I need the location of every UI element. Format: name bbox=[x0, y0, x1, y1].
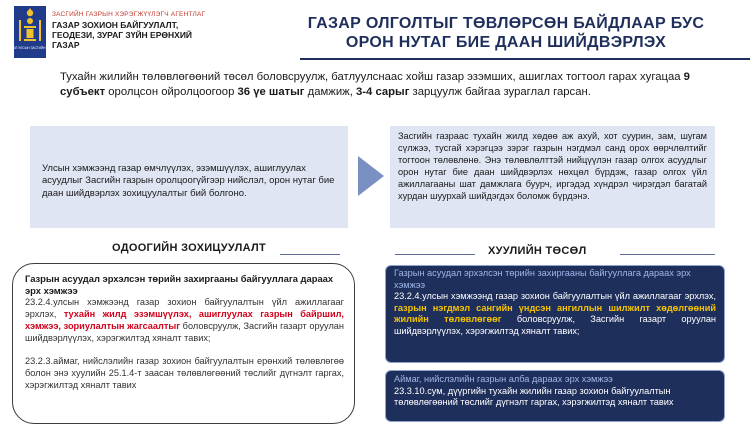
draft-law-box-1 bbox=[385, 265, 725, 363]
draft-clause-23-2-4 bbox=[394, 291, 716, 337]
current-heading: Газрын асуудал эрхэлсэн төрийн захиргааны байгууллага дараах эрх хэмжээ bbox=[25, 273, 334, 296]
draft-heading-2: Аймаг, нийслэлийн газрын алба дараах эрх хэмжээ bbox=[394, 374, 613, 384]
title-line-1: ГАЗАР ОЛГОЛТЫГ ТӨВЛӨРСӨН БАЙДЛААР БУС bbox=[307, 15, 705, 32]
intro-paragraph bbox=[60, 70, 700, 99]
current-clause-highlight: тухайн жилд эзэмшүүлэх, ашиглуулах газрын байршил, хэмжээ, зориулалтын жагсаалтыг bbox=[25, 308, 344, 331]
current-clause-text-1: 23.2.4.улсын хэмжээнд газар зохион байгуулалтын үйл ажиллагааг эрхлэх, bbox=[25, 296, 344, 319]
goal-box: Улсын хэмжээнд газар өмчлүүлэх, эзэмшүүлэх, ашиглуулах асуудлыг Засгийн газрын оролцоогүйгээр нийслэл, орон нутаг бие даан шийдвэрлэх зохицуулалтыг бий болгоно. bbox=[30, 126, 348, 228]
agency-line-3: ГАЗАР bbox=[52, 40, 80, 50]
outcome-box: Засгийн газраас тухайн жилд хөдөө аж ахуй, хот суурин, зам, шугам сүлжээ, тусгай хэрэгцээ зэрэг газрын нэгдмэл санд орох өөрчлөлтийг тогтоон төлөвлөнө. Энэ төлөвлөлттэй нийцүүлэн газар олгох асуудлыг орон нутаг бие даан шийдвэрлэх нөхцөл бүрдэж, газар олгох үйл ажиллагааны шат дамжлага буурч, иргэдэд хүндрэл чирэгдэл багатай хурдан шуурхай шийдэгдэх боломж бүрдэнэ. bbox=[390, 126, 715, 228]
title-line-2: ОРОН НУТАГ БИЕ ДААН ШИЙДВЭРЛЭХ bbox=[345, 34, 667, 51]
current-regulation-box bbox=[12, 263, 355, 424]
current-clause-text-2: боловсруулж, Засгийн газарт оруулан шийдвэрлүүлэх, хэрэгжилтэд хяналт тавих; bbox=[25, 320, 344, 343]
current-section-divider bbox=[280, 254, 340, 255]
draft-section-divider-left bbox=[395, 254, 475, 255]
mongolia-government-logo-icon bbox=[3, 6, 57, 58]
intro-bold-2: 36 үе шатыг bbox=[237, 85, 305, 98]
intro-bold-3: 3-4 сарыг bbox=[355, 85, 410, 98]
intro-text-3: дамжиж, bbox=[304, 85, 356, 98]
draft-law-box-2 bbox=[385, 370, 725, 422]
intro-bold-1: 9 субъект bbox=[60, 71, 690, 98]
agency-name bbox=[52, 10, 205, 50]
intro-text-2: оролцсон ойролцоогоор bbox=[105, 85, 238, 98]
draft-clause-23-3-10: 23.3.10.сум, дүүргийн тухайн жилийн газар зохион байгуулалтын төлөвлөгөөний төслийг дүгнэлт гаргах, хэрэгжилтэд хяналт тавих bbox=[394, 385, 674, 408]
current-clause-23-2-4 bbox=[25, 297, 344, 345]
draft-clause-highlight: газрын нэгдмэл сангийн үндсэн ангиллын шилжилт хөдөлгөөний жилийн төлөвлөгөөг bbox=[394, 302, 716, 325]
draft-section-divider-right bbox=[620, 254, 715, 255]
arrow-right-icon bbox=[358, 156, 384, 196]
draft-section-title: ХУУЛИЙН ТӨСӨЛ bbox=[488, 245, 587, 257]
current-clause-23-2-3: 23.2.3.аймаг, нийслэлийн газар зохион байгуулалтын ерөнхий төлөвлөгөө болон энэ хуулийн 25.1.4-т заасан төлөвлөгөөний төслийг дүгнэлт гаргах, хэрэгжилтэд хяналт тавих bbox=[25, 356, 344, 391]
title-underline bbox=[300, 58, 750, 60]
logo-text: МОНГОЛ УЛСЫН ЗАСГИЙН ГАЗАР bbox=[3, 46, 57, 50]
agency-line-2: ГЕОДЕЗИ, ЗУРАГ ЗҮЙН ЕРӨНХИЙ bbox=[52, 30, 193, 40]
agency-top-line: ЗАСГИЙН ГАЗРЫН ХЭРЭГЖҮҮЛЭГЧ АГЕНТЛАГ bbox=[52, 11, 206, 18]
page-title bbox=[286, 14, 726, 52]
intro-text-1: Тухайн жилийн төлөвлөгөөний төсөл боловсруулж, батлуулснаас хойш газар эзэмших, ашиглах тогтоол гарах хугацаа bbox=[60, 71, 684, 83]
draft-heading-1: Газрын асуудал эрхэлсэн төрийн захиргааны байгууллага дараах эрх хэмжээ bbox=[394, 268, 691, 290]
header bbox=[0, 0, 750, 62]
draft-clause-text-1: 23.2.4.улсын хэмжээнд газар зохион байгуулалтын үйл ажиллагааг эрхлэх, bbox=[394, 291, 716, 302]
intro-text-4: зарцуулж байгаа зураглал гарсан. bbox=[409, 85, 591, 98]
draft-clause-text-2: боловсруулж, Засгийн газарт оруулан шийдвэрлүүлэх, хэрэгжилтэд хяналт тавих; bbox=[394, 314, 717, 336]
agency-line-1: ГАЗАР ЗОХИОН БАЙГУУЛАЛТ, bbox=[52, 20, 179, 30]
current-section-title: ОДООГИЙН ЗОХИЦУУЛАЛТ bbox=[112, 242, 267, 254]
